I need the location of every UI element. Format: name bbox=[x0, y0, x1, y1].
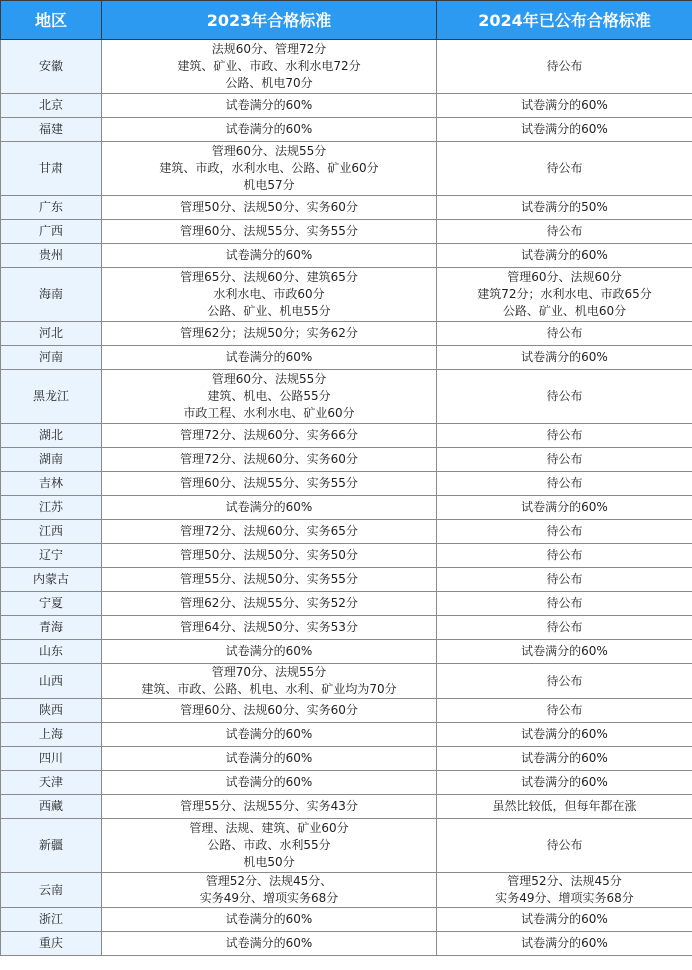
standard-line: 试卷满分的60% bbox=[521, 775, 608, 789]
standard-line: 管理65分、法规60分、建筑65分 bbox=[180, 270, 358, 284]
table-row bbox=[1, 40, 692, 94]
table-row bbox=[1, 640, 692, 664]
standard-2023-cell bbox=[102, 370, 437, 424]
standard-line: 试卷满分的50% bbox=[521, 200, 608, 214]
standard-line: 试卷满分的60% bbox=[225, 122, 313, 136]
standard-2024-cell bbox=[437, 932, 692, 956]
header-2023-standard: 2023年合格标准 bbox=[102, 1, 437, 40]
standard-2024-cell bbox=[437, 640, 692, 664]
standard-2024-cell bbox=[437, 664, 692, 699]
standard-2023-cell bbox=[102, 908, 437, 932]
standard-2024-cell bbox=[437, 723, 692, 747]
standard-2024-cell bbox=[437, 616, 692, 640]
standard-2023-cell bbox=[102, 346, 437, 370]
table-row bbox=[1, 520, 692, 544]
table-row bbox=[1, 568, 692, 592]
standard-line: 管理52分、法规45分 bbox=[507, 874, 622, 888]
standard-line: 管理62分；法规50分；实务62分 bbox=[180, 326, 358, 340]
standard-line: 待公布 bbox=[546, 389, 583, 403]
standard-2024-cell bbox=[437, 520, 692, 544]
standard-2023-cell bbox=[102, 520, 437, 544]
standard-line: 管理50分、法规50分、实务50分 bbox=[180, 548, 358, 562]
standard-line: 试卷满分的60% bbox=[225, 751, 313, 765]
standard-line: 实务49分、增项实务68分 bbox=[199, 891, 339, 905]
standard-line: 机电57分 bbox=[243, 178, 295, 192]
standard-2024-cell bbox=[437, 118, 692, 142]
standard-line: 待公布 bbox=[546, 224, 583, 238]
standard-2023-cell bbox=[102, 723, 437, 747]
region-cell: 黑龙江 bbox=[1, 370, 102, 424]
standard-2024-cell bbox=[437, 873, 692, 908]
standard-line: 试卷满分的60% bbox=[225, 936, 313, 950]
standard-2023-cell bbox=[102, 268, 437, 322]
table-row bbox=[1, 795, 692, 819]
standard-2023-cell bbox=[102, 424, 437, 448]
standard-line: 管理72分、法规60分、实务65分 bbox=[180, 524, 358, 538]
table-row bbox=[1, 908, 692, 932]
standard-line: 试卷满分的60% bbox=[521, 751, 608, 765]
region-cell: 上海 bbox=[1, 723, 102, 747]
standard-2024-cell bbox=[437, 819, 692, 873]
standard-2023-cell bbox=[102, 196, 437, 220]
standard-2023-cell bbox=[102, 544, 437, 568]
standard-2024-cell bbox=[437, 142, 692, 196]
standard-2024-cell bbox=[437, 424, 692, 448]
standard-line: 管理55分、法规55分、实务43分 bbox=[180, 799, 358, 813]
table-header-row bbox=[1, 1, 692, 40]
standard-line: 管理60分、法规55分 bbox=[211, 372, 327, 386]
header-2024-standard: 2024年已公布合格标准 bbox=[437, 1, 692, 40]
table-row bbox=[1, 118, 692, 142]
table-row bbox=[1, 322, 692, 346]
standard-2023-cell bbox=[102, 664, 437, 699]
standard-2023-cell bbox=[102, 640, 437, 664]
standard-2024-cell bbox=[437, 40, 692, 94]
table-row bbox=[1, 771, 692, 795]
standard-2024-cell bbox=[437, 448, 692, 472]
region-cell: 西藏 bbox=[1, 795, 102, 819]
standard-line: 管理60分、法规55分、实务55分 bbox=[180, 476, 358, 490]
standard-line: 试卷满分的60% bbox=[521, 248, 608, 262]
table-row bbox=[1, 496, 692, 520]
table-row bbox=[1, 142, 692, 196]
standard-line: 试卷满分的60% bbox=[521, 350, 608, 364]
standard-2024-cell bbox=[437, 196, 692, 220]
standard-line: 管理60分、法规55分 bbox=[211, 144, 327, 158]
standard-line: 管理60分、法规60分、实务60分 bbox=[180, 703, 358, 717]
region-cell: 北京 bbox=[1, 94, 102, 118]
standard-line: 公路、机电70分 bbox=[225, 76, 313, 90]
region-cell: 安徽 bbox=[1, 40, 102, 94]
standard-line: 试卷满分的60% bbox=[225, 98, 313, 112]
standard-2023-cell bbox=[102, 40, 437, 94]
table-row bbox=[1, 220, 692, 244]
region-cell: 浙江 bbox=[1, 908, 102, 932]
region-cell: 云南 bbox=[1, 873, 102, 908]
region-cell: 青海 bbox=[1, 616, 102, 640]
standard-line: 试卷满分的60% bbox=[521, 98, 608, 112]
standard-2024-cell bbox=[437, 94, 692, 118]
region-cell: 陕西 bbox=[1, 699, 102, 723]
standard-2024-cell bbox=[437, 496, 692, 520]
standard-line: 待公布 bbox=[546, 548, 583, 562]
region-cell: 内蒙古 bbox=[1, 568, 102, 592]
standard-line: 试卷满分的60% bbox=[225, 727, 313, 741]
standard-2024-cell bbox=[437, 747, 692, 771]
standard-2023-cell bbox=[102, 118, 437, 142]
standard-line: 待公布 bbox=[546, 161, 583, 175]
region-cell: 贵州 bbox=[1, 244, 102, 268]
standard-2023-cell bbox=[102, 873, 437, 908]
standard-line: 建筑、机电、公路55分 bbox=[207, 389, 331, 403]
standard-line: 试卷满分的60% bbox=[521, 727, 608, 741]
region-cell: 福建 bbox=[1, 118, 102, 142]
standard-line: 待公布 bbox=[546, 838, 583, 852]
table-row bbox=[1, 244, 692, 268]
region-cell: 湖北 bbox=[1, 424, 102, 448]
standard-2024-cell bbox=[437, 370, 692, 424]
standard-line: 水利水电、市政60分 bbox=[213, 287, 325, 301]
standard-line: 管理64分、法规50分、实务53分 bbox=[180, 620, 358, 634]
standard-line: 试卷满分的60% bbox=[521, 500, 608, 514]
region-cell: 甘肃 bbox=[1, 142, 102, 196]
standard-line: 待公布 bbox=[546, 59, 583, 73]
standard-line: 管理55分、法规50分、实务55分 bbox=[180, 572, 358, 586]
standard-2023-cell bbox=[102, 747, 437, 771]
table-row bbox=[1, 544, 692, 568]
standard-line: 实务49分、增项实务68分 bbox=[495, 891, 634, 905]
standard-2024-cell bbox=[437, 592, 692, 616]
standard-2023-cell bbox=[102, 795, 437, 819]
standard-2023-cell bbox=[102, 142, 437, 196]
standard-line: 试卷满分的60% bbox=[225, 912, 313, 926]
standard-line: 管理62分、法规55分、实务52分 bbox=[180, 596, 358, 610]
table-row bbox=[1, 616, 692, 640]
standard-2023-cell bbox=[102, 932, 437, 956]
table-row bbox=[1, 664, 692, 699]
region-cell: 重庆 bbox=[1, 932, 102, 956]
standard-2024-cell bbox=[437, 568, 692, 592]
standard-2023-cell bbox=[102, 496, 437, 520]
standard-line: 待公布 bbox=[546, 703, 583, 717]
region-cell: 四川 bbox=[1, 747, 102, 771]
table-row bbox=[1, 424, 692, 448]
region-cell: 广东 bbox=[1, 196, 102, 220]
standard-line: 待公布 bbox=[546, 572, 583, 586]
standard-line: 管理52分、法规45分、 bbox=[205, 874, 333, 888]
table-row bbox=[1, 196, 692, 220]
table-row bbox=[1, 448, 692, 472]
table-row bbox=[1, 723, 692, 747]
standard-line: 管理60分、法规60分 bbox=[507, 270, 622, 284]
standard-line: 待公布 bbox=[546, 428, 583, 442]
region-cell: 山西 bbox=[1, 664, 102, 699]
standard-2024-cell bbox=[437, 244, 692, 268]
table-row bbox=[1, 370, 692, 424]
region-cell: 江西 bbox=[1, 520, 102, 544]
standard-2024-cell bbox=[437, 699, 692, 723]
standard-line: 试卷满分的60% bbox=[521, 912, 608, 926]
region-cell: 湖南 bbox=[1, 448, 102, 472]
table-row bbox=[1, 592, 692, 616]
standard-2023-cell bbox=[102, 322, 437, 346]
standard-line: 试卷满分的60% bbox=[225, 775, 313, 789]
standard-line: 待公布 bbox=[546, 596, 583, 610]
standard-line: 试卷满分的60% bbox=[225, 248, 313, 262]
table-row bbox=[1, 268, 692, 322]
standard-line: 待公布 bbox=[546, 326, 583, 340]
table-row bbox=[1, 346, 692, 370]
standard-line: 试卷满分的60% bbox=[225, 350, 313, 364]
standard-2023-cell bbox=[102, 244, 437, 268]
standard-line: 试卷满分的60% bbox=[521, 644, 608, 658]
standard-line: 管理、法规、建筑、矿业60分 bbox=[189, 821, 349, 835]
standard-line: 待公布 bbox=[546, 452, 583, 466]
standard-2023-cell bbox=[102, 616, 437, 640]
standard-line: 试卷满分的60% bbox=[521, 936, 608, 950]
standard-2023-cell bbox=[102, 220, 437, 244]
standard-line: 建筑72分；水利水电、市政65分 bbox=[477, 287, 652, 301]
standard-line: 待公布 bbox=[546, 524, 583, 538]
standard-2023-cell bbox=[102, 94, 437, 118]
standard-line: 建筑、市政，水利水电、公路、矿业60分 bbox=[159, 161, 379, 175]
region-cell: 新疆 bbox=[1, 819, 102, 873]
region-cell: 海南 bbox=[1, 268, 102, 322]
region-cell: 广西 bbox=[1, 220, 102, 244]
standard-2023-cell bbox=[102, 699, 437, 723]
standard-2023-cell bbox=[102, 771, 437, 795]
standard-line: 公路、矿业、机电55分 bbox=[207, 304, 331, 318]
standard-2024-cell bbox=[437, 472, 692, 496]
region-cell: 江苏 bbox=[1, 496, 102, 520]
standard-2023-cell bbox=[102, 592, 437, 616]
table-body bbox=[1, 40, 692, 956]
table-row bbox=[1, 94, 692, 118]
table-row bbox=[1, 873, 692, 908]
table-row bbox=[1, 819, 692, 873]
standard-line: 待公布 bbox=[546, 673, 583, 688]
region-cell: 宁夏 bbox=[1, 592, 102, 616]
standard-line: 管理70分、法规55分 bbox=[211, 665, 327, 679]
standard-line: 公路、矿业、机电60分 bbox=[502, 304, 627, 318]
standard-2023-cell bbox=[102, 819, 437, 873]
standard-line: 待公布 bbox=[546, 620, 583, 634]
standard-2024-cell bbox=[437, 346, 692, 370]
standard-line: 机电50分 bbox=[243, 855, 295, 869]
standard-line: 试卷满分的60% bbox=[225, 500, 313, 514]
region-cell: 河北 bbox=[1, 322, 102, 346]
header-region: 地区 bbox=[1, 1, 102, 40]
region-cell: 山东 bbox=[1, 640, 102, 664]
standard-line: 管理72分、法规60分、实务66分 bbox=[180, 428, 358, 442]
standard-line: 建筑、矿业、市政、水利水电72分 bbox=[177, 59, 361, 73]
standard-line: 公路、市政、水利55分 bbox=[207, 838, 331, 852]
standard-2023-cell bbox=[102, 448, 437, 472]
standard-2024-cell bbox=[437, 795, 692, 819]
standard-line: 建筑、市政、公路、机电、水利、矿业均为70分 bbox=[141, 682, 397, 696]
region-cell: 河南 bbox=[1, 346, 102, 370]
standard-2024-cell bbox=[437, 908, 692, 932]
region-cell: 辽宁 bbox=[1, 544, 102, 568]
table-row bbox=[1, 472, 692, 496]
region-cell: 吉林 bbox=[1, 472, 102, 496]
standard-2023-cell bbox=[102, 472, 437, 496]
standard-line: 试卷满分的60% bbox=[225, 644, 313, 658]
table-row bbox=[1, 932, 692, 956]
standard-line: 管理60分、法规55分、实务55分 bbox=[180, 224, 358, 238]
standard-2024-cell bbox=[437, 544, 692, 568]
standard-line: 管理50分、法规50分、实务60分 bbox=[180, 200, 358, 214]
table-row bbox=[1, 699, 692, 723]
region-cell: 天津 bbox=[1, 771, 102, 795]
standard-2024-cell bbox=[437, 771, 692, 795]
standard-line: 待公布 bbox=[546, 476, 583, 490]
standard-line: 市政工程、水利水电、矿业60分 bbox=[183, 406, 355, 420]
standard-2023-cell bbox=[102, 568, 437, 592]
standard-line: 虽然比较低，但每年都在涨 bbox=[492, 799, 637, 813]
standard-2024-cell bbox=[437, 322, 692, 346]
table-row bbox=[1, 747, 692, 771]
standard-2024-cell bbox=[437, 220, 692, 244]
standard-line: 法规60分、管理72分 bbox=[211, 42, 327, 56]
standard-line: 试卷满分的60% bbox=[521, 122, 608, 136]
standard-2024-cell bbox=[437, 268, 692, 322]
standard-line: 管理72分、法规60分、实务60分 bbox=[180, 452, 358, 466]
